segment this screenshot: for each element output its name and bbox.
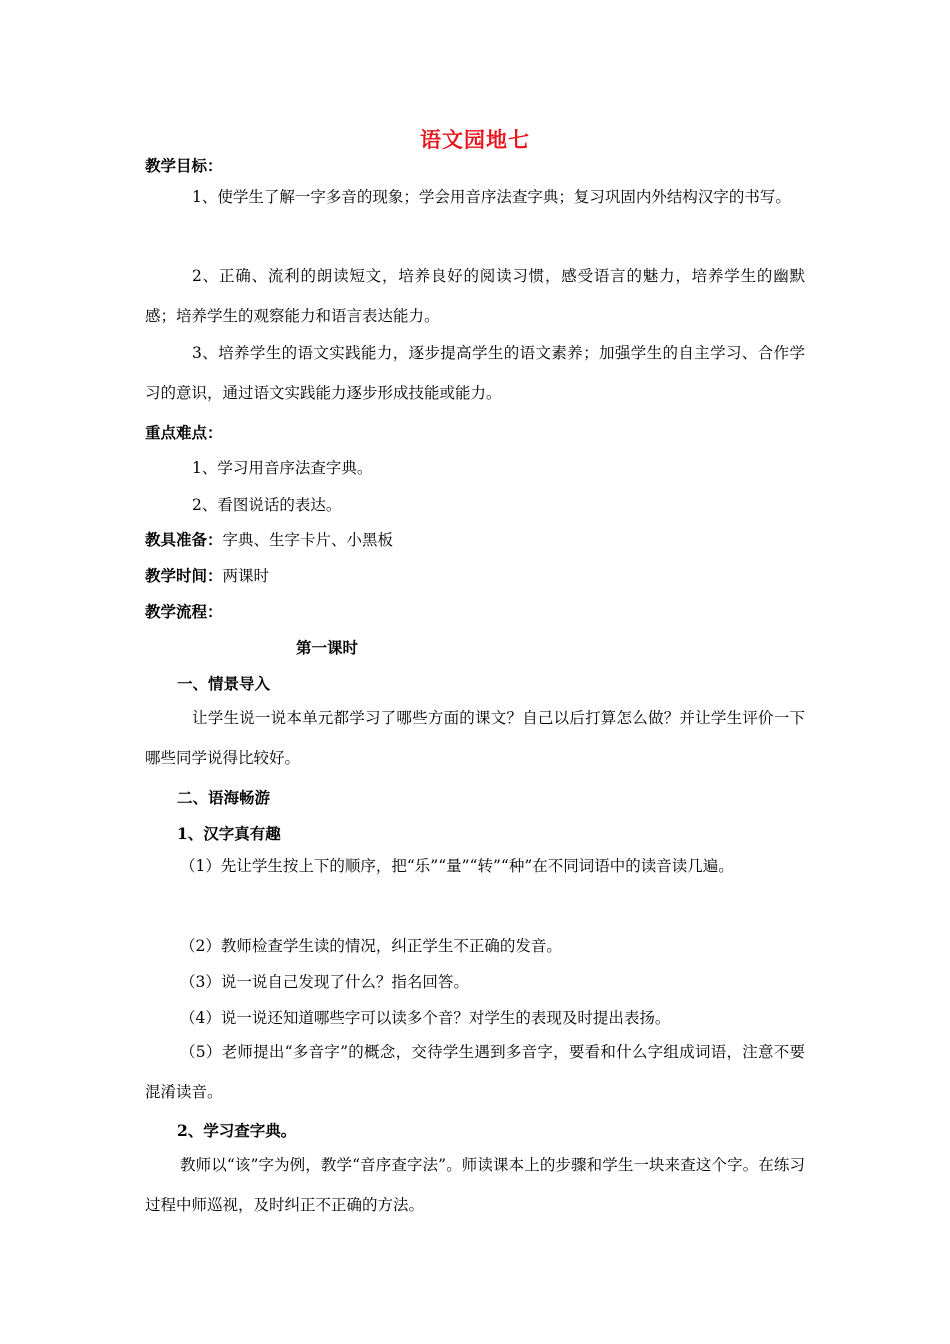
sub1-item-1: （1）先让学生按上下的顺序，把“乐”“量”“转”“种”在不同词语中的读音读几遍。: [180, 857, 734, 875]
section1-heading: 一、情景导入: [177, 674, 271, 693]
objectives-heading: 教学目标：: [145, 156, 223, 175]
sub1-item-2: （2）教师检查学生读的情况，纠正学生不正确的发音。: [180, 937, 562, 955]
time-heading: 教学时间：: [145, 566, 223, 585]
objective-item-2: 2、正确、流利的朗读短文，培养良好的阅读习惯，感受语言的魅力，培养学生的幽默感；培养学生的观察能力和语言表达能力。: [145, 267, 805, 325]
tools-value: 字典、生字卡片、小黑板: [222, 531, 394, 549]
objective-item-3: 3、培养学生的语文实践能力，逐步提高学生的语文素养；加强学生的自主学习、合作学习的意识，通过语文实践能力逐步形成技能或能力。: [145, 344, 805, 402]
sub1-item-4: （4）说一说还知道哪些字可以读多个音？对学生的表现及时提出表扬。: [180, 1009, 671, 1027]
objective-item-1: 1、使学生了解一字多音的现象；学会用音序法查字典；复习巩固内外结构汉字的书写。: [192, 188, 791, 206]
sub2-text: 教师以“该”字为例，教学“音序查字法”。师读课本上的步骤和学生一块来查这个字。在练习过程中师巡视，及时纠正不正确的方法。: [145, 1156, 805, 1214]
lesson-title: 第一课时: [296, 638, 359, 657]
sub1-item-5: （5）老师提出“多音字”的概念，交待学生遇到多音字，要看和什么字组成词语，注意不要混淆读音。: [145, 1043, 805, 1101]
tools-heading: 教具准备：: [145, 530, 223, 549]
process-heading: 教学流程：: [145, 602, 223, 621]
tools-row: [145, 528, 393, 550]
section1-text: 让学生说一说本单元都学习了哪些方面的课文？自己以后打算怎么做？并让学生评价一下哪些同学说得比较好。: [145, 709, 805, 767]
sub2-heading: 2、学习查字典。: [177, 1121, 297, 1140]
key-point-item-2: 2、看图说话的表达。: [192, 496, 342, 514]
time-value: 两课时: [222, 567, 270, 585]
key-points-heading: 重点难点：: [145, 423, 223, 442]
sub1-item-3: （3）说一说自己发现了什么？指名回答。: [180, 973, 469, 991]
key-point-item-1: 1、学习用音序法查字典。: [192, 459, 373, 477]
section2-heading: 二、语海畅游: [177, 788, 271, 807]
document-title: 语文园地七: [420, 127, 530, 152]
time-row: [145, 564, 269, 586]
sub1-heading: 1、汉字真有趣: [177, 824, 281, 843]
